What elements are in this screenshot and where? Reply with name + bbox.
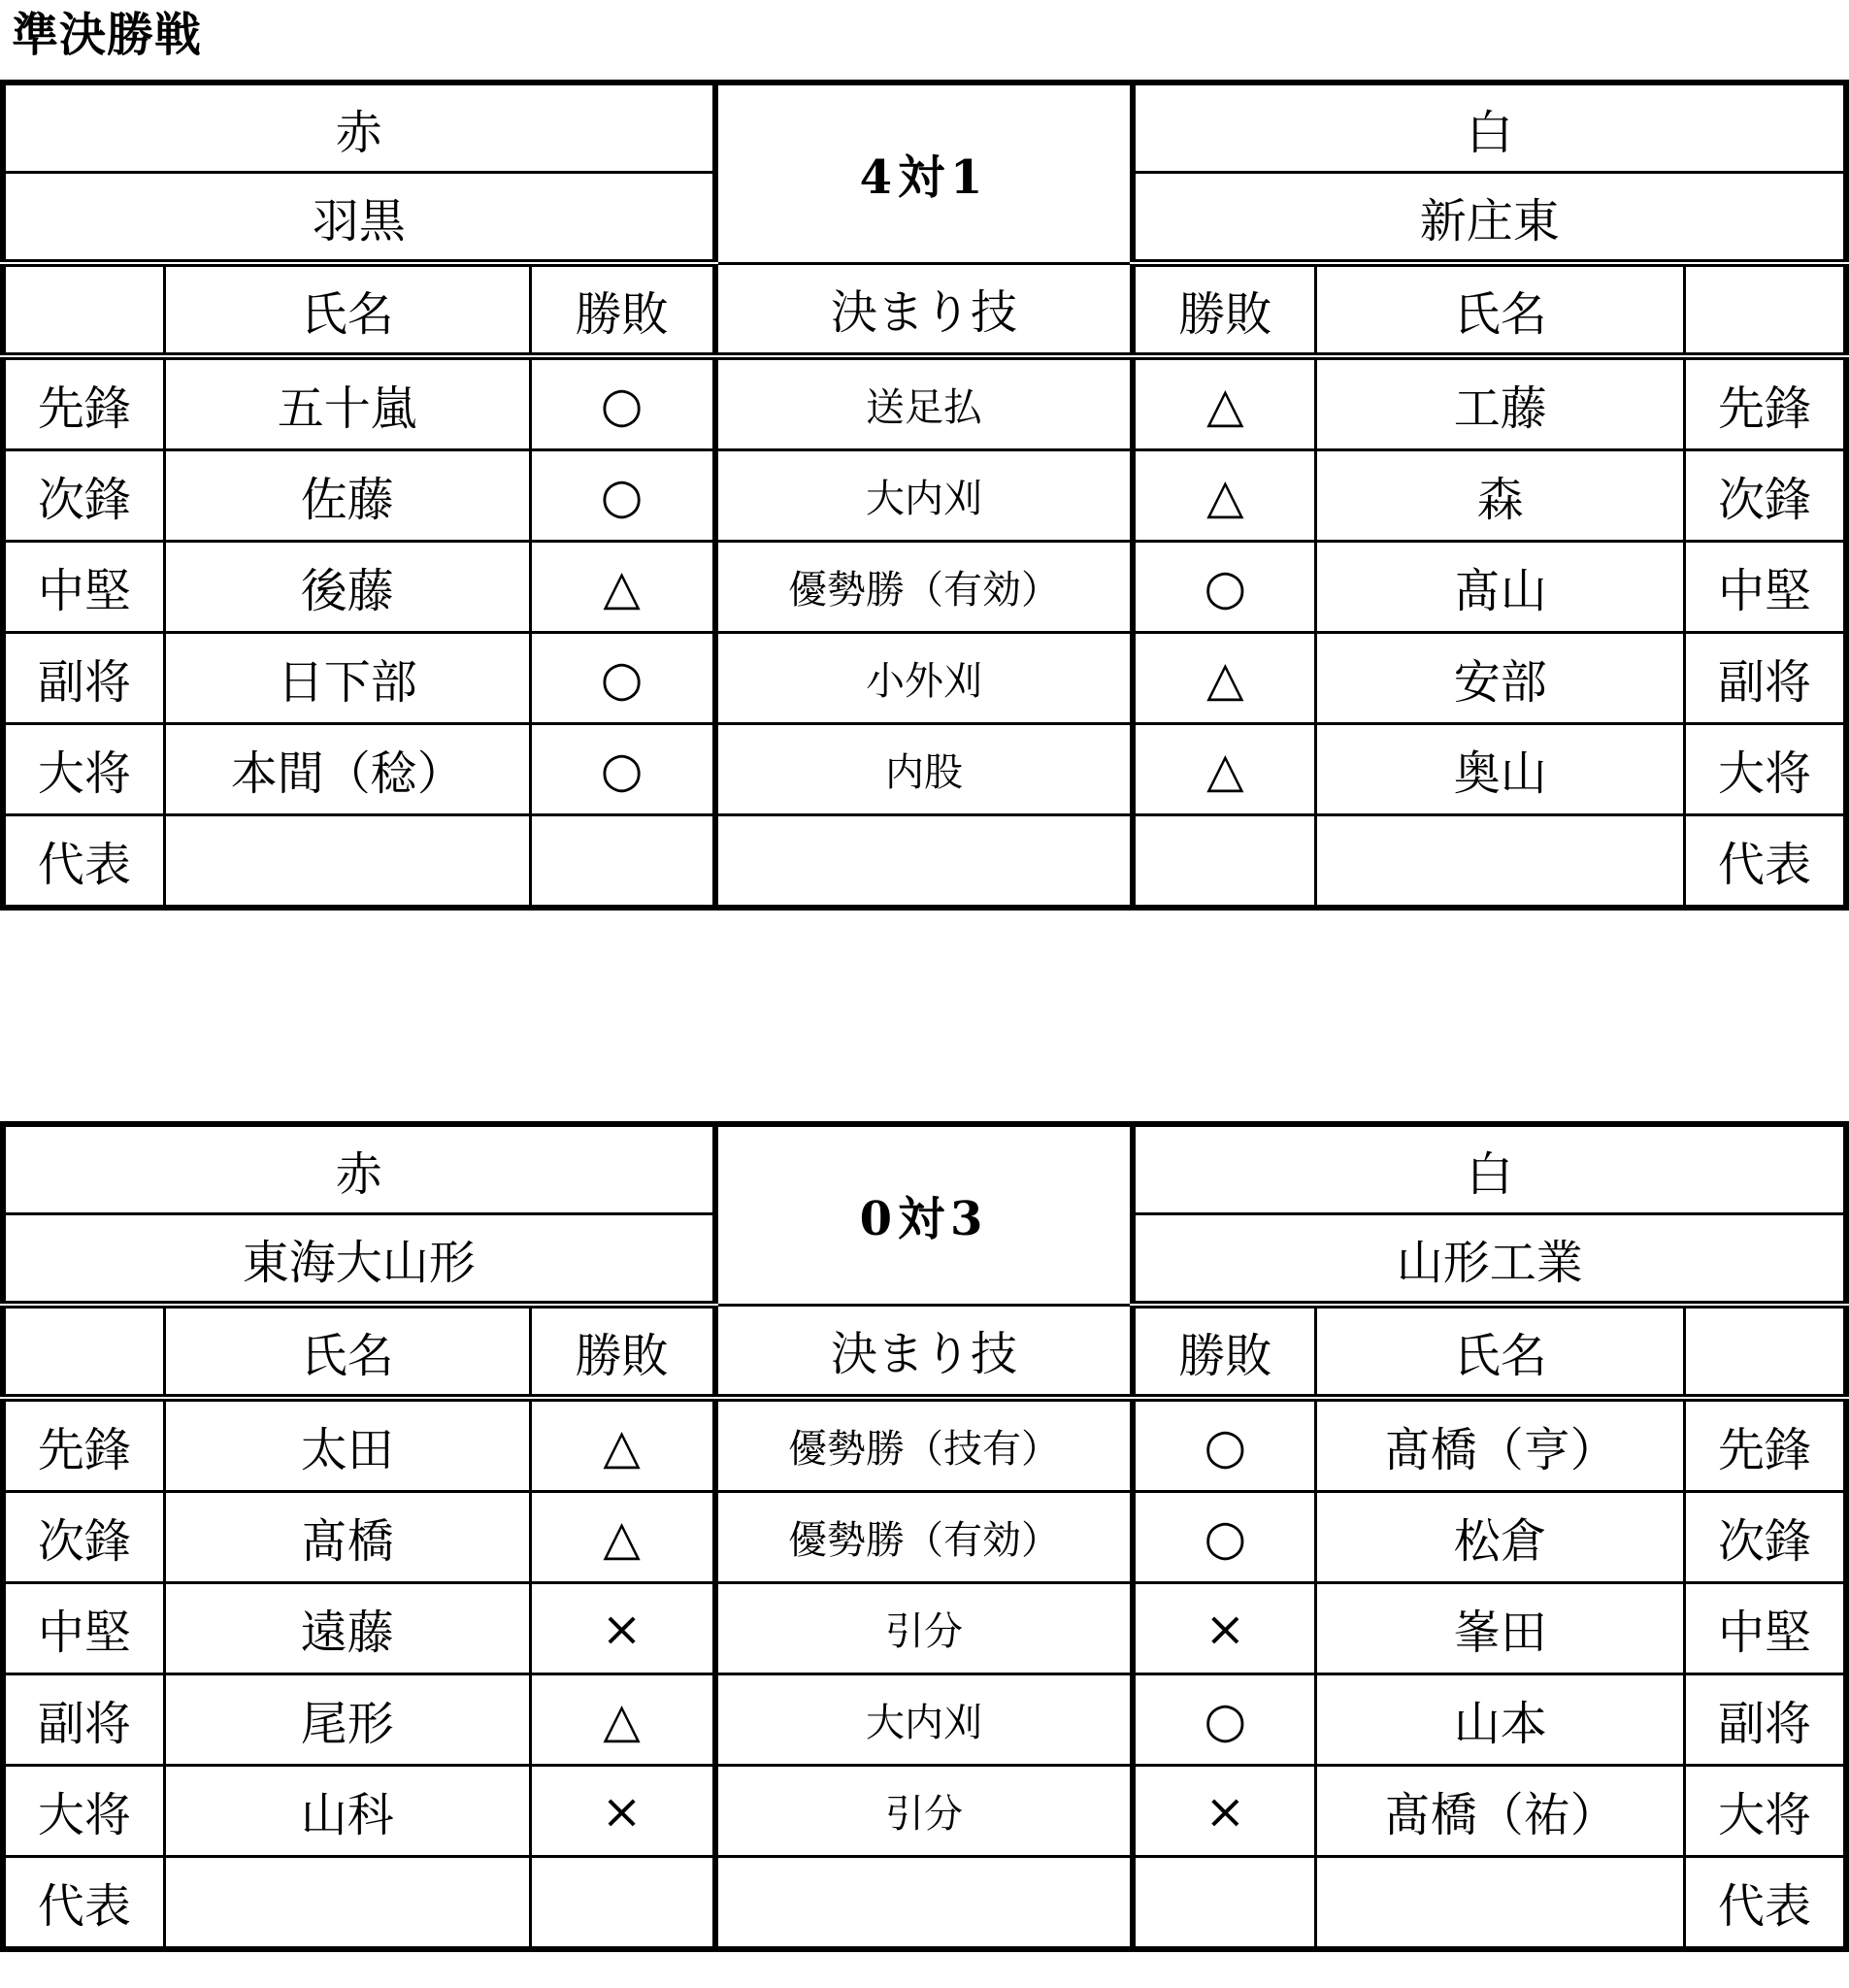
red-player-name: 髙橋 (164, 1492, 530, 1583)
red-player-name: 五十嵐 (164, 356, 530, 450)
bout-row (3, 450, 1846, 542)
winning-technique: 内股 (715, 724, 1134, 815)
white-result: ○ (1133, 542, 1315, 633)
position-label: 副将 (1685, 1674, 1846, 1766)
position-label: 次鋒 (1685, 450, 1846, 542)
red-team-name: 羽黒 (3, 173, 715, 264)
page-title: 準決勝戦 (12, 8, 203, 62)
red-result-header: 勝敗 (530, 1305, 714, 1398)
position-header (1685, 263, 1846, 356)
bout-row (3, 1492, 1846, 1583)
red-result: △ (530, 1492, 714, 1583)
match-table (0, 1121, 1849, 1952)
winning-technique: 大内刈 (715, 1674, 1134, 1766)
bout-row (3, 633, 1846, 724)
red-team-name: 東海大山形 (3, 1214, 715, 1306)
white-label: 白 (1133, 1124, 1846, 1214)
white-result (1133, 1857, 1315, 1950)
score-text: 4対1 (859, 150, 989, 206)
position-header (3, 1305, 164, 1398)
red-result: × (530, 1766, 714, 1857)
white-team-name: 山形工業 (1133, 1214, 1846, 1306)
white-label: 白 (1133, 83, 1846, 173)
white-result-header: 勝敗 (1133, 1305, 1315, 1398)
white-player-name (1316, 1857, 1685, 1950)
white-result: × (1133, 1766, 1315, 1857)
bout-row (3, 542, 1846, 633)
red-result: × (530, 1583, 714, 1674)
white-player-name: 工藤 (1316, 356, 1685, 450)
position-label: 大将 (1685, 724, 1846, 815)
position-label: 副将 (1685, 633, 1846, 724)
white-player-name: 髙橋（祐） (1316, 1766, 1685, 1857)
position-label: 先鋒 (3, 1398, 164, 1492)
white-player-name: 峯田 (1316, 1583, 1685, 1674)
red-player-name: 山科 (164, 1766, 530, 1857)
red-result (530, 815, 714, 909)
team-score (715, 1124, 1134, 1305)
winning-technique: 大内刈 (715, 450, 1134, 542)
position-label: 副将 (3, 1674, 164, 1766)
position-label: 先鋒 (1685, 1398, 1846, 1492)
winning-technique: 優勢勝（技有） (715, 1398, 1134, 1492)
match-1 (0, 80, 1849, 911)
white-name-header: 氏名 (1316, 263, 1685, 356)
red-result: △ (530, 1398, 714, 1492)
red-player-name: 本間（稔） (164, 724, 530, 815)
position-label: 大将 (3, 1766, 164, 1857)
red-label: 赤 (3, 83, 715, 173)
technique-header: 決まり技 (715, 263, 1134, 356)
white-result: △ (1133, 633, 1315, 724)
red-result: ○ (530, 633, 714, 724)
position-label: 中堅 (1685, 1583, 1846, 1674)
match-table (0, 80, 1849, 911)
white-result-header: 勝敗 (1133, 263, 1315, 356)
bout-row (3, 724, 1846, 815)
red-result: ○ (530, 356, 714, 450)
position-label: 中堅 (3, 542, 164, 633)
red-result: ○ (530, 450, 714, 542)
white-player-name: 森 (1316, 450, 1685, 542)
position-label: 中堅 (3, 1583, 164, 1674)
red-player-name: 尾形 (164, 1674, 530, 1766)
bout-row (3, 1583, 1846, 1674)
bout-row (3, 1857, 1846, 1950)
position-label: 先鋒 (3, 356, 164, 450)
team-score (715, 83, 1134, 263)
red-name-header: 氏名 (164, 1305, 530, 1398)
position-label: 次鋒 (1685, 1492, 1846, 1583)
red-label: 赤 (3, 1124, 715, 1214)
winning-technique (715, 1857, 1134, 1950)
position-label: 先鋒 (1685, 356, 1846, 450)
red-result: △ (530, 1674, 714, 1766)
position-label: 次鋒 (3, 450, 164, 542)
red-player-name (164, 1857, 530, 1950)
position-header (1685, 1305, 1846, 1398)
winning-technique (715, 815, 1134, 909)
technique-header: 決まり技 (715, 1305, 1134, 1398)
score-text: 0対3 (859, 1192, 989, 1247)
winning-technique: 送足払 (715, 356, 1134, 450)
white-result (1133, 815, 1315, 909)
white-name-header: 氏名 (1316, 1305, 1685, 1398)
bout-row (3, 1766, 1846, 1857)
position-label: 代表 (1685, 815, 1846, 909)
white-player-name: 奥山 (1316, 724, 1685, 815)
white-player-name (1316, 815, 1685, 909)
white-result: ○ (1133, 1398, 1315, 1492)
position-label: 副将 (3, 633, 164, 724)
red-result: △ (530, 542, 714, 633)
red-player-name: 佐藤 (164, 450, 530, 542)
position-label: 中堅 (1685, 542, 1846, 633)
white-player-name: 髙橋（亨） (1316, 1398, 1685, 1492)
red-result (530, 1857, 714, 1950)
white-result: △ (1133, 356, 1315, 450)
white-team-name: 新庄東 (1133, 173, 1846, 264)
white-player-name: 山本 (1316, 1674, 1685, 1766)
white-result: ○ (1133, 1492, 1315, 1583)
winning-technique: 引分 (715, 1583, 1134, 1674)
winning-technique: 優勢勝（有効） (715, 542, 1134, 633)
white-result: △ (1133, 724, 1315, 815)
winning-technique: 小外刈 (715, 633, 1134, 724)
red-player-name (164, 815, 530, 909)
position-header (3, 263, 164, 356)
red-result-header: 勝敗 (530, 263, 714, 356)
bout-row (3, 815, 1846, 909)
red-player-name: 日下部 (164, 633, 530, 724)
position-label: 代表 (3, 815, 164, 909)
position-label: 代表 (3, 1857, 164, 1950)
white-result: △ (1133, 450, 1315, 542)
red-player-name: 後藤 (164, 542, 530, 633)
red-name-header: 氏名 (164, 263, 530, 356)
white-player-name: 髙山 (1316, 542, 1685, 633)
bout-row (3, 356, 1846, 450)
position-label: 次鋒 (3, 1492, 164, 1583)
red-player-name: 太田 (164, 1398, 530, 1492)
winning-technique: 優勢勝（有効） (715, 1492, 1134, 1583)
position-label: 代表 (1685, 1857, 1846, 1950)
winning-technique: 引分 (715, 1766, 1134, 1857)
white-player-name: 安部 (1316, 633, 1685, 724)
red-result: ○ (530, 724, 714, 815)
white-result: ○ (1133, 1674, 1315, 1766)
bout-row (3, 1398, 1846, 1492)
match-2 (0, 1121, 1849, 1952)
red-player-name: 遠藤 (164, 1583, 530, 1674)
bout-row (3, 1674, 1846, 1766)
position-label: 大将 (1685, 1766, 1846, 1857)
position-label: 大将 (3, 724, 164, 815)
white-result: × (1133, 1583, 1315, 1674)
white-player-name: 松倉 (1316, 1492, 1685, 1583)
